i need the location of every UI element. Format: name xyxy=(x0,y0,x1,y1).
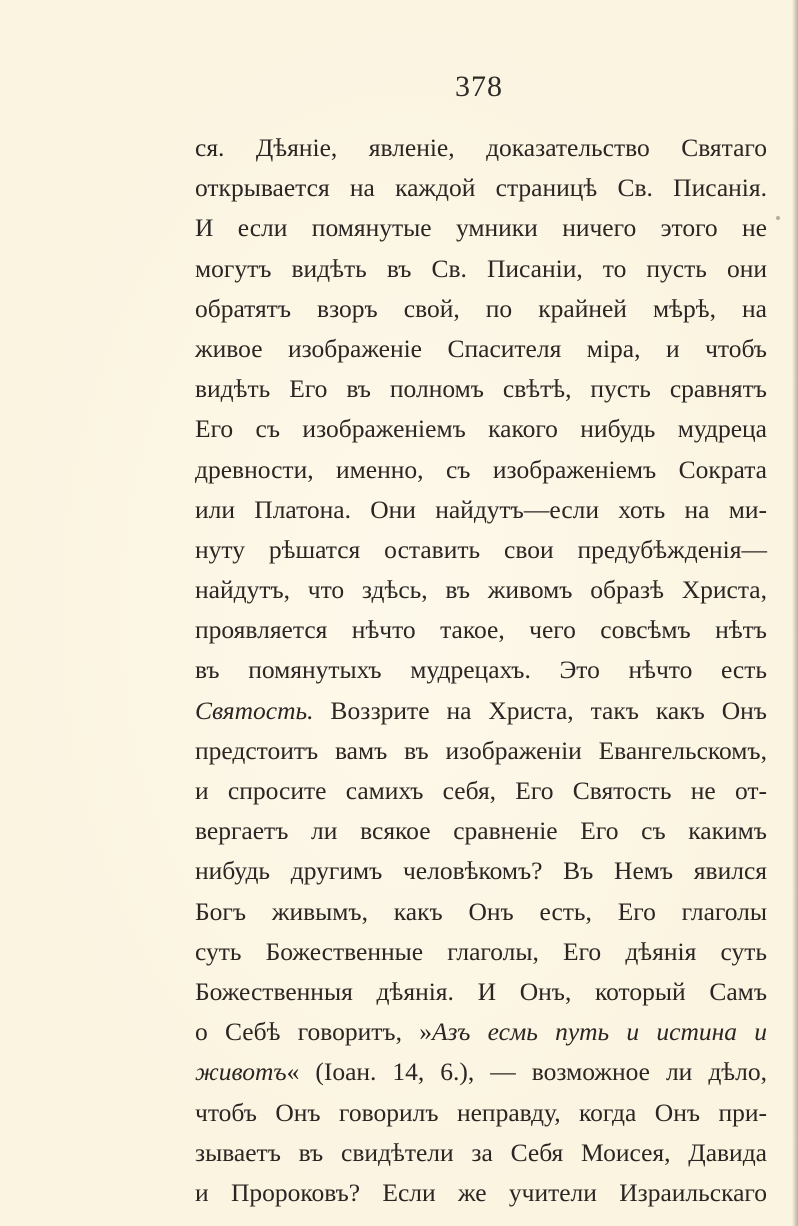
text-line: въ помянутыхъ мудрецахъ. Это нѣчто есть xyxy=(195,655,767,685)
text-line: живое изображеніе Спасителя міра, и чтобъ xyxy=(195,333,767,363)
text-line: чтобъ Онъ говорилъ неправду, когда Онъ при- xyxy=(195,1097,767,1127)
speck-mark xyxy=(776,216,780,220)
text-line: Божественныя дѣянія. И Онъ, который Самъ xyxy=(195,976,767,1006)
text-line: Его съ изображеніемъ какого нибудь мудреца xyxy=(195,414,767,444)
text-line: нибудь другимъ человѣкомъ? Въ Немъ явился xyxy=(195,856,767,886)
text-line: нуту рѣшатся оставить свои предубѣжденія— xyxy=(195,534,767,564)
text-run: о Себѣ говоритъ, » xyxy=(195,1017,432,1047)
text-line: ся. Дѣяніе, явленіе, доказательство Святаго xyxy=(195,133,767,162)
page-edge-shadow xyxy=(792,0,798,1226)
italic-quote: животъ xyxy=(195,1057,287,1087)
text-line: суть Божественные глаголы, Его дѣянія суть xyxy=(195,936,767,966)
text-line: и спросите самихъ себя, Его Святость не от- xyxy=(195,776,767,805)
page-number: 378 xyxy=(455,70,503,103)
text-line: обратятъ взоръ свой, по крайней мѣрѣ, на xyxy=(195,293,767,323)
text-run: Воззрите на Христа, такъ какъ Онъ xyxy=(313,695,767,725)
text-line: видѣть Его въ полномъ свѣтѣ, пусть сравнятъ xyxy=(195,374,767,404)
text-line: предстоитъ вамъ въ изображеніи Евангельскомъ, xyxy=(195,735,767,765)
text-run: « (Іоан. 14, 6.), — возможное ли дѣло, xyxy=(286,1057,767,1087)
text-line: могутъ видѣть въ Св. Писаніи, то пусть они xyxy=(195,253,767,283)
text-line-quote xyxy=(195,1052,767,1092)
text-line: и Пророковъ? Если же учители Израильскаго xyxy=(195,1177,767,1207)
text-line: И если помянутые умники ничего этого не xyxy=(195,213,767,243)
text-line-emphasis xyxy=(195,691,767,731)
text-line: проявляется нѣчто такое, чего совсѣмъ нѣтъ xyxy=(195,615,767,645)
italic-word: Святость. xyxy=(195,695,314,725)
text-line: найдутъ, что здѣсь, въ живомъ образѣ Христа, xyxy=(195,575,767,605)
body-text xyxy=(195,128,767,1213)
text-line: древности, именно, съ изображеніемъ Сократа xyxy=(195,454,767,484)
text-line: Богъ живымъ, какъ Онъ есть, Его глаголы xyxy=(195,896,767,926)
text-line: открывается на каждой страницѣ Св. Писанія. xyxy=(195,173,767,203)
italic-quote: Азъ есмь путь и истина и xyxy=(431,1017,768,1047)
text-line: или Платона. Они найдутъ—если хоть на ми- xyxy=(195,494,767,524)
text-line: вергаетъ ли всякое сравненіе Его съ какимъ xyxy=(195,816,767,846)
text-line: зываетъ въ свидѣтели за Себя Моисея, Давида xyxy=(195,1137,767,1167)
text-line-quote xyxy=(195,1012,767,1052)
